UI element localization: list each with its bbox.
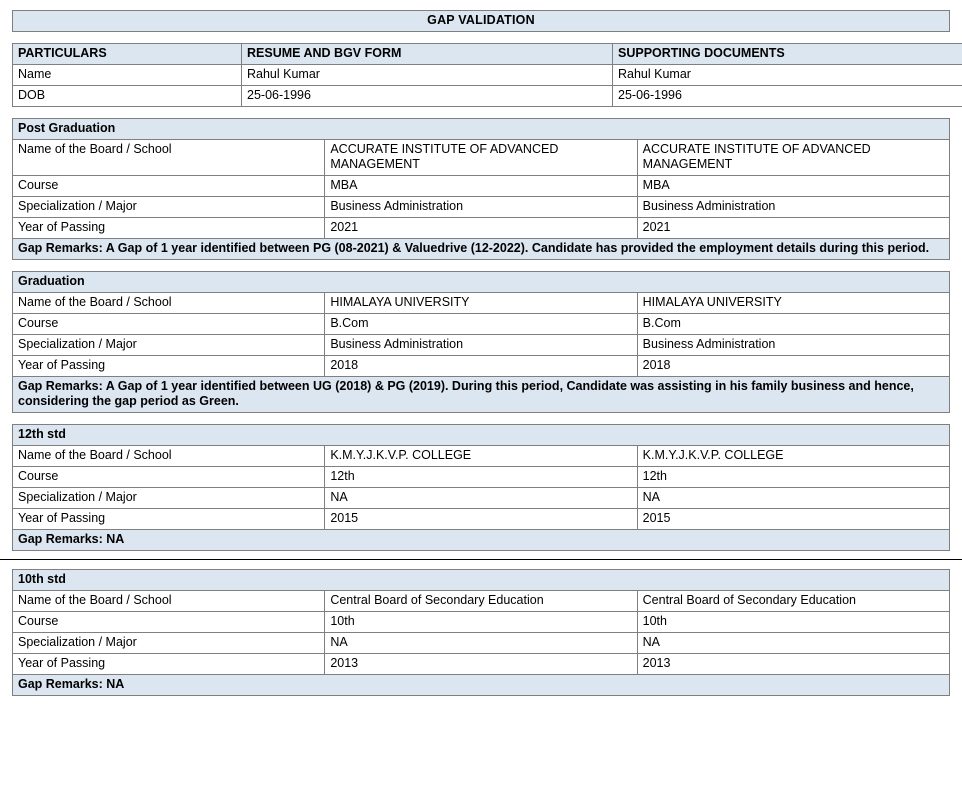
table-row — [13, 197, 950, 218]
row-supporting-value: 2021 — [637, 218, 949, 239]
spacer — [12, 32, 950, 43]
row-resume-value: 2015 — [325, 509, 637, 530]
row-supporting-value: Business Administration — [637, 335, 949, 356]
row-resume-value: Business Administration — [325, 335, 637, 356]
gap-remarks-text: Gap Remarks: NA — [13, 675, 950, 696]
section-heading: Post Graduation — [13, 119, 950, 140]
section-heading-row — [13, 570, 950, 591]
gap-remarks-row — [13, 377, 950, 413]
spacer — [12, 107, 950, 118]
row-supporting-value: 2015 — [637, 509, 949, 530]
row-supporting-value: Rahul Kumar — [613, 65, 962, 86]
section-heading-row — [13, 119, 950, 140]
section-heading-row — [13, 425, 950, 446]
section-heading: 10th std — [13, 570, 950, 591]
gap-remarks-row — [13, 239, 950, 260]
page-break-divider — [0, 559, 962, 560]
row-supporting-value: Central Board of Secondary Education — [637, 591, 949, 612]
row-resume-value: B.Com — [325, 314, 637, 335]
row-label: DOB — [13, 86, 242, 107]
row-label: Specialization / Major — [13, 633, 325, 654]
row-resume-value: 25-06-1996 — [242, 86, 613, 107]
row-resume-value: HIMALAYA UNIVERSITY — [325, 293, 637, 314]
table-row — [13, 218, 950, 239]
row-resume-value: K.M.Y.J.K.V.P. COLLEGE — [325, 446, 637, 467]
row-label: Year of Passing — [13, 356, 325, 377]
spacer — [12, 260, 950, 271]
table-header-row — [13, 44, 962, 65]
row-resume-value: Business Administration — [325, 197, 637, 218]
row-resume-value: ACCURATE INSTITUTE OF ADVANCED MANAGEMENT — [325, 140, 637, 176]
column-header-particulars: PARTICULARS — [13, 44, 242, 65]
row-supporting-value: NA — [637, 633, 949, 654]
row-supporting-value: 25-06-1996 — [613, 86, 962, 107]
row-resume-value: 2018 — [325, 356, 637, 377]
row-label: Course — [13, 176, 325, 197]
row-resume-value: 10th — [325, 612, 637, 633]
table-row — [13, 467, 950, 488]
row-resume-value: MBA — [325, 176, 637, 197]
row-resume-value: NA — [325, 488, 637, 509]
row-label: Name of the Board / School — [13, 293, 325, 314]
column-header-supporting: SUPPORTING DOCUMENTS — [613, 44, 962, 65]
table-row — [13, 176, 950, 197]
section-graduation — [12, 271, 950, 413]
gap-remarks-row — [13, 675, 950, 696]
row-supporting-value: 10th — [637, 612, 949, 633]
table-row — [13, 65, 962, 86]
row-resume-value: 2013 — [325, 654, 637, 675]
table-row — [13, 335, 950, 356]
column-header-resume: RESUME AND BGV FORM — [242, 44, 613, 65]
row-label: Year of Passing — [13, 654, 325, 675]
table-row — [13, 356, 950, 377]
identity-table — [12, 43, 962, 107]
row-supporting-value: 2013 — [637, 654, 949, 675]
table-row — [13, 488, 950, 509]
section-post-graduation — [12, 118, 950, 260]
row-label: Name of the Board / School — [13, 446, 325, 467]
row-label: Specialization / Major — [13, 488, 325, 509]
row-supporting-value: NA — [637, 488, 949, 509]
table-row — [13, 293, 950, 314]
gap-remarks-row — [13, 530, 950, 551]
row-label: Name of the Board / School — [13, 140, 325, 176]
gap-remarks-text: Gap Remarks: A Gap of 1 year identified between PG (08-2021) & Valuedrive (12-2022). Candidate has provided the employment details during this period. — [13, 239, 950, 260]
row-supporting-value: HIMALAYA UNIVERSITY — [637, 293, 949, 314]
gap-remarks-text: Gap Remarks: NA — [13, 530, 950, 551]
row-label: Year of Passing — [13, 509, 325, 530]
row-label: Course — [13, 314, 325, 335]
table-row — [13, 11, 950, 32]
table-row — [13, 446, 950, 467]
row-supporting-value: Business Administration — [637, 197, 949, 218]
row-resume-value: 12th — [325, 467, 637, 488]
row-supporting-value: K.M.Y.J.K.V.P. COLLEGE — [637, 446, 949, 467]
row-supporting-value: 12th — [637, 467, 949, 488]
row-resume-value: NA — [325, 633, 637, 654]
section-12th-std — [12, 424, 950, 551]
table-row — [13, 314, 950, 335]
row-resume-value: 2021 — [325, 218, 637, 239]
row-supporting-value: 2018 — [637, 356, 949, 377]
row-supporting-value: MBA — [637, 176, 949, 197]
table-row — [13, 633, 950, 654]
document-title-table — [12, 10, 950, 32]
page-title: GAP VALIDATION — [13, 11, 950, 32]
row-supporting-value: B.Com — [637, 314, 949, 335]
section-heading-row — [13, 272, 950, 293]
table-row — [13, 86, 962, 107]
gap-remarks-text: Gap Remarks: A Gap of 1 year identified between UG (2018) & PG (2019). During this period, Candidate was assisting in his family business and hence, considering the gap period as Green. — [13, 377, 950, 413]
table-row — [13, 509, 950, 530]
row-label: Name — [13, 65, 242, 86]
row-resume-value: Central Board of Secondary Education — [325, 591, 637, 612]
row-label: Course — [13, 612, 325, 633]
row-label: Name of the Board / School — [13, 591, 325, 612]
row-label: Specialization / Major — [13, 335, 325, 356]
row-label: Specialization / Major — [13, 197, 325, 218]
section-heading: Graduation — [13, 272, 950, 293]
section-10th-std — [12, 569, 950, 696]
table-row — [13, 654, 950, 675]
table-row — [13, 591, 950, 612]
row-resume-value: Rahul Kumar — [242, 65, 613, 86]
section-heading: 12th std — [13, 425, 950, 446]
row-supporting-value: ACCURATE INSTITUTE OF ADVANCED MANAGEMENT — [637, 140, 949, 176]
table-row — [13, 612, 950, 633]
table-row — [13, 140, 950, 176]
row-label: Course — [13, 467, 325, 488]
spacer — [12, 413, 950, 424]
row-label: Year of Passing — [13, 218, 325, 239]
